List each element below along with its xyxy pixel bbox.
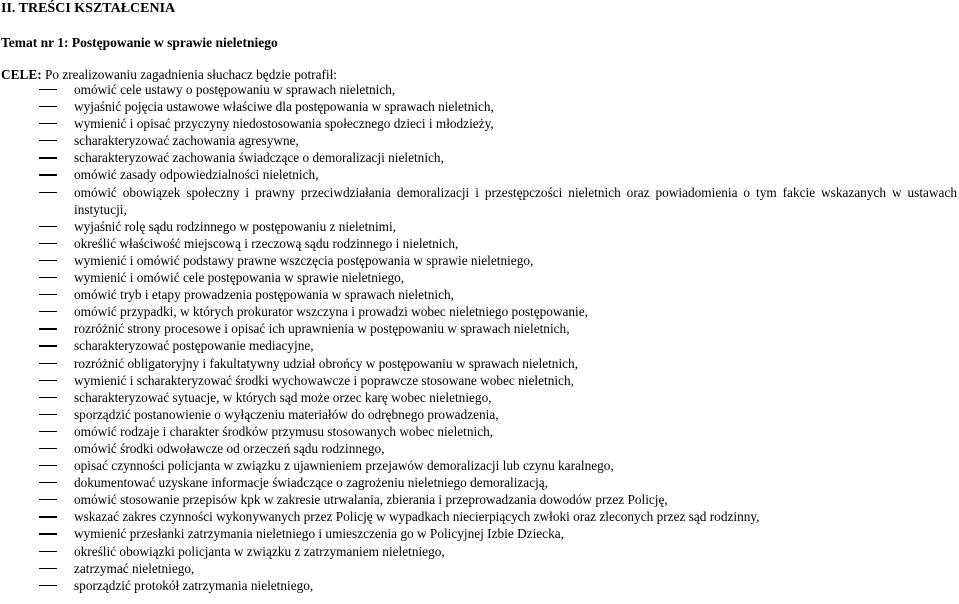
list-item: scharakteryzować postępowanie mediacyjne,	[0, 337, 959, 354]
dash-bullet	[39, 311, 57, 312]
goals-list	[0, 81, 959, 594]
list-item: wymienić i scharakteryzować środki wychowawcze i poprawcze stosowane wobec nieletnich,	[0, 372, 959, 389]
dash-bullet	[39, 174, 57, 175]
list-item: wymienić i omówić cele postępowania w sprawie nieletniego,	[0, 269, 959, 286]
list-item: wyjaśnić rolę sądu rodzinnego w postępowaniu z nieletnimi,	[0, 218, 959, 235]
dash-bullet	[39, 568, 57, 569]
list-item: scharakteryzować zachowania agresywne,	[0, 132, 959, 149]
goals-intro-text: Po zrealizowaniu zagadnienia słuchacz będzie potrafił:	[41, 67, 337, 82]
dash-bullet	[39, 585, 57, 586]
dash-bullet	[39, 551, 57, 552]
list-item: scharakteryzować sytuacje, w których sąd może orzec karę wobec nieletniego,	[0, 389, 959, 406]
list-item: wskazać zakres czynności wykonywanych przez Policję w wypadkach niecierpiących zwłoki oraz zleconych przez sąd rodzinny,	[0, 508, 959, 525]
dash-bullet	[39, 106, 57, 107]
dash-bullet	[39, 294, 57, 295]
list-item: omówić stosowanie przepisów kpk w zakresie utrwalania, zbierania i przeprowadzania dowodów przez Policję,	[0, 491, 959, 508]
dash-bullet	[39, 260, 57, 261]
dash-bullet	[39, 140, 57, 141]
list-item: omówić cele ustawy o postępowaniu w sprawach nieletnich,	[0, 81, 959, 98]
dash-bullet	[39, 277, 57, 278]
list-item: omówić rodzaje i charakter środków przymusu stosowanych wobec nieletnich,	[0, 423, 959, 440]
list-item: scharakteryzować zachowania świadczące o demoralizacji nieletnich,	[0, 149, 959, 166]
list-item: wymienić i opisać przyczyny niedostosowania społecznego dzieci i młodzieży,	[0, 115, 959, 132]
list-item: omówić przypadki, w których prokurator wszczyna i prowadzi wobec nieletniego postępowanie,	[0, 303, 959, 320]
dash-bullet	[39, 397, 57, 398]
dash-bullet	[39, 192, 57, 193]
list-item: dokumentować uzyskane informacje świadczące o zagrożeniu nieletniego demoralizacją,	[0, 474, 959, 491]
dash-bullet	[39, 123, 57, 124]
dash-bullet	[39, 448, 57, 449]
dash-bullet	[39, 363, 57, 364]
list-item: rozróżnić strony procesowe i opisać ich uprawnienia w postępowaniu w sprawach nieletnich,	[0, 320, 959, 337]
list-item: sporządzić postanowienie o wyłączeniu materiałów do odrębnego prowadzenia,	[0, 406, 959, 423]
dash-bullet	[39, 157, 57, 158]
topic-title: Temat nr 1: Postępowanie w sprawie nieletniego	[1, 35, 278, 50]
dash-bullet	[39, 328, 57, 329]
dash-bullet	[39, 345, 57, 346]
list-item: omówić środki odwoławcze od orzeczeń sądu rodzinnego,	[0, 440, 959, 457]
goals-label: CELE:	[1, 67, 42, 82]
dash-bullet	[39, 533, 57, 534]
dash-bullet	[39, 431, 57, 432]
list-item: wymienić i omówić podstawy prawne wszczęcia postępowania w sprawie nieletniego,	[0, 252, 959, 269]
list-item: wyjaśnić pojęcia ustawowe właściwe dla postępowania w sprawach nieletnich,	[0, 98, 959, 115]
dash-bullet	[39, 499, 57, 500]
list-item: określić właściwość miejscową i rzeczową sądu rodzinnego i nieletnich,	[0, 235, 959, 252]
list-item: rozróżnić obligatoryjny i fakultatywny udział obrońcy w postępowaniu w sprawach nieletnich,	[0, 355, 959, 372]
dash-bullet	[39, 226, 57, 227]
dash-bullet	[39, 380, 57, 381]
list-item: omówić tryb i etapy prowadzenia postępowania w sprawach nieletnich,	[0, 286, 959, 303]
list-item: omówić zasady odpowiedzialności nieletnich,	[0, 166, 959, 183]
dash-bullet	[39, 516, 57, 517]
dash-bullet	[39, 89, 57, 90]
list-item: wymienić przesłanki zatrzymania nieletniego i umieszczenia go w Policyjnej Izbie Dziecka,	[0, 525, 959, 542]
dash-bullet	[39, 465, 57, 466]
list-item: zatrzymać nieletniego,	[0, 560, 959, 577]
dash-bullet	[39, 482, 57, 483]
dash-bullet	[39, 414, 57, 415]
dash-bullet	[39, 243, 57, 244]
list-item: sporządzić protokół zatrzymania nieletniego,	[0, 577, 959, 594]
list-item: określić obowiązki policjanta w związku z zatrzymaniem nieletniego,	[0, 543, 959, 560]
list-item: opisać czynności policjanta w związku z ujawnieniem przejawów demoralizacji lub czynu karalnego,	[0, 457, 959, 474]
section-title: II. TREŚCI KSZTAŁCENIA	[1, 1, 176, 16]
list-item: omówić obowiązek społeczny i prawny przeciwdziałania demoralizacji i przestępczości nieletnich oraz powiadomienia o tym fakcie wskazanych w ustawach instytucji,	[0, 184, 959, 218]
